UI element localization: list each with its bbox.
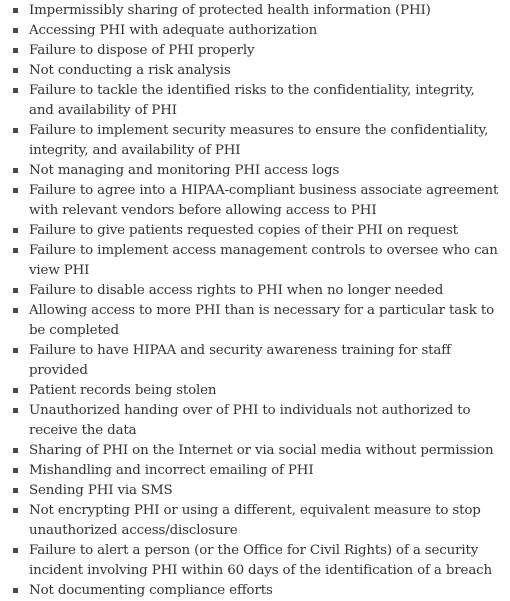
square-bullet-icon bbox=[13, 248, 18, 253]
list-item-text: Failure to alert a person (or the Office for Civil Rights) of a security incident involving PHI within 60 days of the identification of a breach bbox=[29, 543, 492, 578]
list-item bbox=[11, 241, 502, 281]
square-bullet-icon bbox=[13, 8, 18, 13]
list-item bbox=[11, 581, 502, 601]
list-item bbox=[11, 161, 502, 181]
square-bullet-icon bbox=[13, 288, 18, 293]
square-bullet-icon bbox=[13, 388, 18, 393]
square-bullet-icon bbox=[13, 548, 18, 553]
list-item bbox=[11, 21, 502, 41]
list-item-text: Not encrypting PHI or using a different, equivalent measure to stop unauthorized access/disclosure bbox=[29, 503, 481, 538]
list-item bbox=[11, 501, 502, 541]
list-item bbox=[11, 341, 502, 381]
list-item-text: Unauthorized handing over of PHI to individuals not authorized to receive the data bbox=[29, 403, 471, 438]
list-item-text: Failure to implement security measures to ensure the confidentiality, integrity, and availability of PHI bbox=[29, 123, 489, 158]
square-bullet-icon bbox=[13, 88, 18, 93]
list-item-text: Not documenting compliance efforts bbox=[29, 583, 273, 598]
square-bullet-icon bbox=[13, 508, 18, 513]
list-item-text: Patient records being stolen bbox=[29, 383, 217, 398]
list-item bbox=[11, 221, 502, 241]
violations-bullet-list bbox=[11, 1, 502, 601]
list-item bbox=[11, 41, 502, 61]
list-item-text: Sending PHI via SMS bbox=[29, 483, 173, 498]
square-bullet-icon bbox=[13, 168, 18, 173]
list-item bbox=[11, 541, 502, 581]
list-item-text: Not conducting a risk analysis bbox=[29, 63, 231, 78]
list-item bbox=[11, 81, 502, 121]
square-bullet-icon bbox=[13, 28, 18, 33]
list-item-text: Sharing of PHI on the Internet or via social media without permission bbox=[29, 443, 494, 458]
square-bullet-icon bbox=[13, 188, 18, 193]
square-bullet-icon bbox=[13, 408, 18, 413]
square-bullet-icon bbox=[13, 448, 18, 453]
list-item bbox=[11, 181, 502, 221]
square-bullet-icon bbox=[13, 488, 18, 493]
square-bullet-icon bbox=[13, 228, 18, 233]
square-bullet-icon bbox=[13, 348, 18, 353]
list-item bbox=[11, 461, 502, 481]
list-item-text: Impermissibly sharing of protected health information (PHI) bbox=[29, 3, 431, 18]
list-item-text: Failure to agree into a HIPAA-compliant business associate agreement with relevant vendors before allowing access to PHI bbox=[29, 183, 499, 218]
list-item bbox=[11, 281, 502, 301]
square-bullet-icon bbox=[13, 128, 18, 133]
list-item bbox=[11, 301, 502, 341]
list-item bbox=[11, 481, 502, 501]
square-bullet-icon bbox=[13, 468, 18, 473]
square-bullet-icon bbox=[13, 68, 18, 73]
list-item-text: Accessing PHI with adequate authorization bbox=[29, 23, 318, 38]
list-item-text: Failure to tackle the identified risks to the confidentiality, integrity, and availability of PHI bbox=[29, 83, 475, 118]
list-item-text: Failure to dispose of PHI properly bbox=[29, 43, 255, 58]
list-item bbox=[11, 1, 502, 21]
list-item bbox=[11, 441, 502, 461]
list-item-text: Failure to disable access rights to PHI when no longer needed bbox=[29, 283, 444, 298]
list-item bbox=[11, 381, 502, 401]
list-item-text: Failure to give patients requested copies of their PHI on request bbox=[29, 223, 458, 238]
list-item-text: Allowing access to more PHI than is necessary for a particular task to be completed bbox=[29, 303, 495, 338]
list-item-text: Not managing and monitoring PHI access logs bbox=[29, 163, 340, 178]
square-bullet-icon bbox=[13, 48, 18, 53]
list-item-text: Mishandling and incorrect emailing of PHI bbox=[29, 463, 314, 478]
square-bullet-icon bbox=[13, 308, 18, 313]
list-item-text: Failure to implement access management controls to oversee who can view PHI bbox=[29, 243, 498, 278]
list-item bbox=[11, 121, 502, 161]
list-item bbox=[11, 401, 502, 441]
list-item bbox=[11, 61, 502, 81]
list-item-text: Failure to have HIPAA and security awareness training for staff provided bbox=[29, 343, 451, 378]
